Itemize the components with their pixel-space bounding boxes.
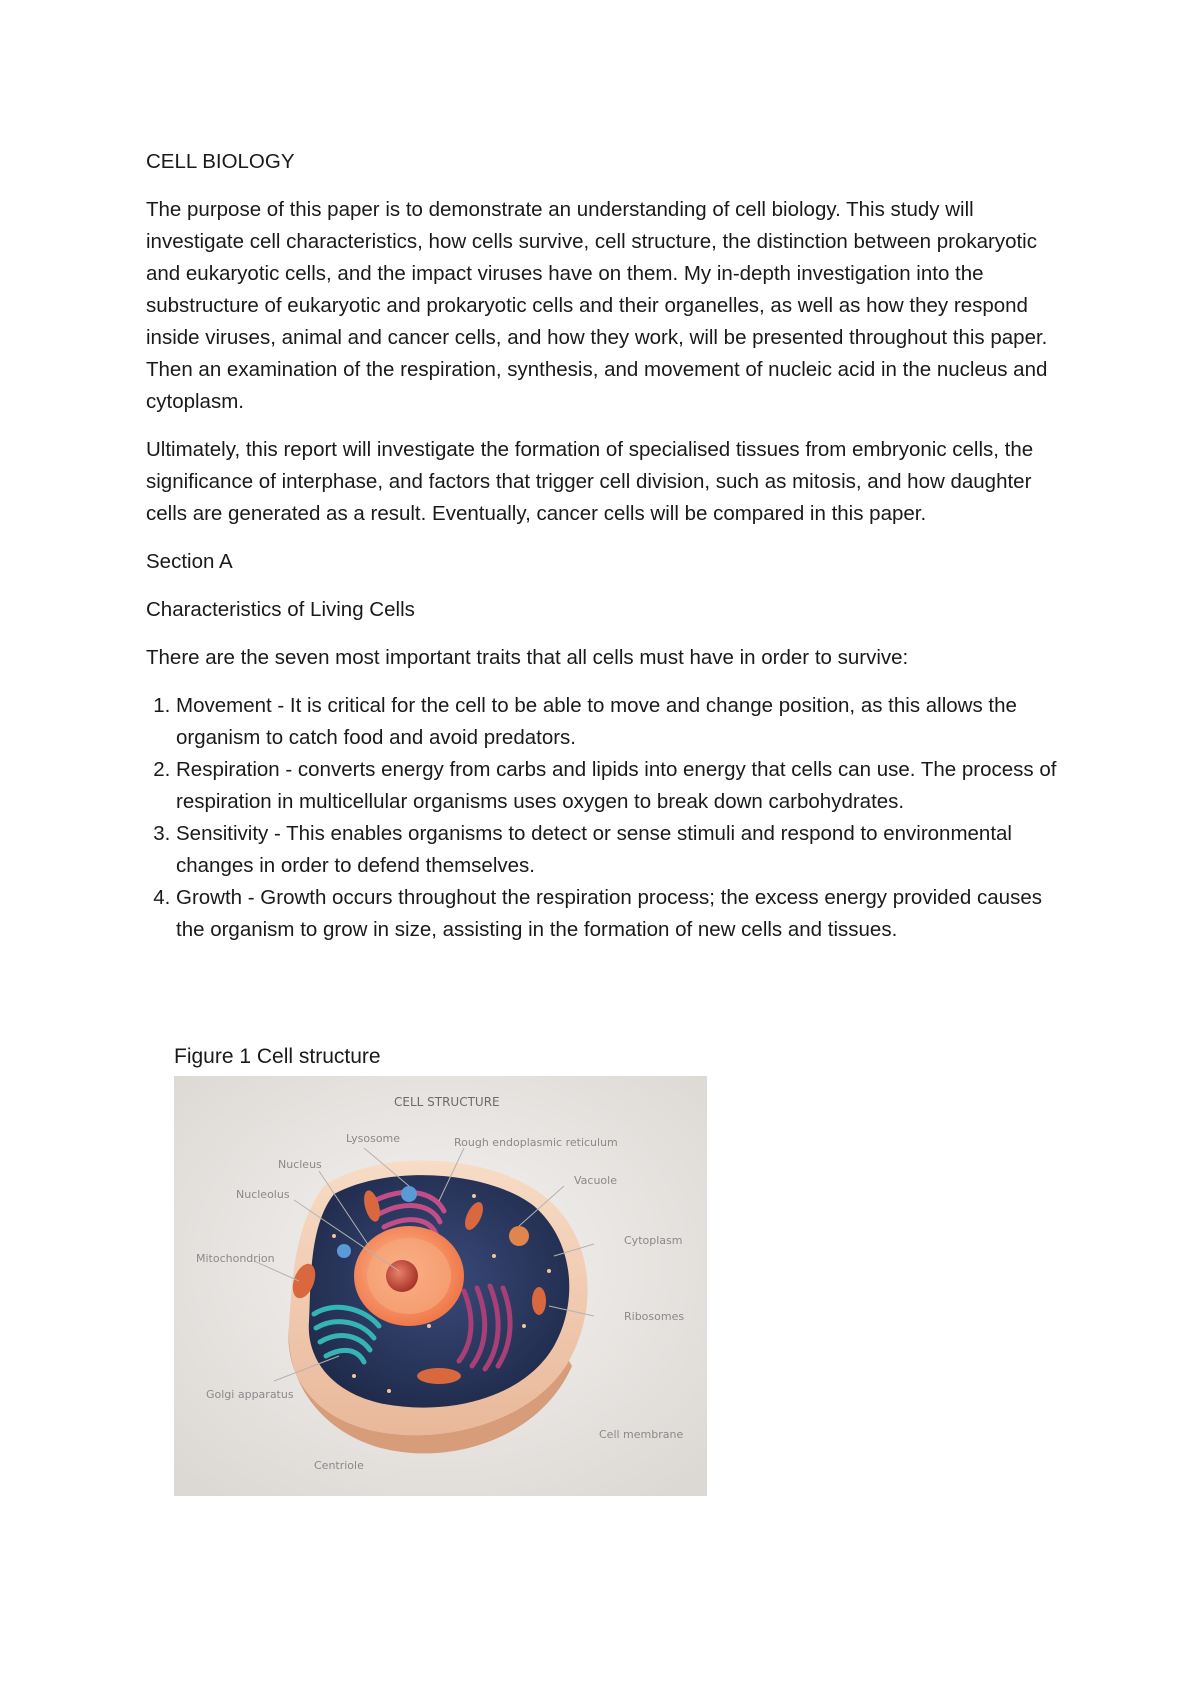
- traits-list: [146, 690, 1076, 946]
- list-item: 1. Movement - It is critical for the cell to be able to move and change position, as this allows the organism to catch food and avoid predators.: [176, 690, 1076, 754]
- mitochondrion: [417, 1368, 461, 1384]
- label-nucleus: Nucleus: [278, 1158, 322, 1171]
- vacuole: [509, 1226, 529, 1246]
- figure-caption: Figure 1 Cell structure: [174, 1045, 381, 1068]
- figure-1: [174, 1042, 707, 1496]
- diagram-title: CELL STRUCTURE: [394, 1095, 500, 1109]
- list-item: 4. Growth - Growth occurs throughout the respiration process; the excess energy provided causes the organism to grow in size, assisting in the formation of new cells and tissues.: [176, 882, 1076, 946]
- section-label: Section A: [146, 550, 233, 573]
- intro-paragraph-2: Ultimately, this report will investigate the formation of specialised tissues from embryonic cells, the significance of interphase, and factors that trigger cell division, such as mitosis, and how daughter cells are generated as a result. Eventually, cancer cells will be compared in this paper.: [146, 438, 1034, 525]
- nucleolus: [386, 1260, 418, 1292]
- label-cell-membrane: Cell membrane: [599, 1428, 684, 1441]
- label-ribosomes: Ribosomes: [624, 1310, 685, 1323]
- label-lysosome: Lysosome: [346, 1132, 401, 1145]
- label-centriole: Centriole: [314, 1459, 364, 1472]
- list-item: 2. Respiration - converts energy from carbs and lipids into energy that cells can use. The process of respiration in multicellular organisms uses oxygen to break down carbohydrates.: [176, 754, 1076, 818]
- label-cytoplasm: Cytoplasm: [624, 1234, 683, 1247]
- vacuole: [401, 1186, 417, 1202]
- cell-structure-diagram: [174, 1076, 707, 1496]
- subsection-title: Characteristics of Living Cells: [146, 598, 415, 621]
- document-page: [146, 146, 1076, 946]
- label-rough-er: Rough endoplasmic reticulum: [454, 1136, 618, 1149]
- label-mitochondrion: Mitochondrion: [196, 1252, 275, 1265]
- label-nucleolus: Nucleolus: [236, 1188, 290, 1201]
- document-title: CELL BIOLOGY: [146, 150, 295, 173]
- intro-paragraph-1: The purpose of this paper is to demonstrate an understanding of cell biology. This study will investigate cell characteristics, how cells survive, cell structure, the distinction between prokaryotic and eukaryotic cells, and the impact viruses have on them. My in-depth investigation into the substructure of eukaryotic and prokaryotic cells and their organelles, as well as how they respond inside viruses, animal and cancer cells, and how they work, will be presented throughout this paper. Then an examination of the respiration, synthesis, and movement of nucleic acid in the nucleus and cytoplasm.: [146, 198, 1048, 413]
- list-intro: There are the seven most important traits that all cells must have in order to survive:: [146, 646, 909, 669]
- mitochondrion: [532, 1287, 546, 1315]
- vacuole: [337, 1244, 351, 1258]
- label-golgi: Golgi apparatus: [206, 1388, 294, 1401]
- label-vacuole: Vacuole: [574, 1174, 617, 1187]
- list-item: 3. Sensitivity - This enables organisms to detect or sense stimuli and respond to environmental changes in order to defend themselves.: [176, 818, 1076, 882]
